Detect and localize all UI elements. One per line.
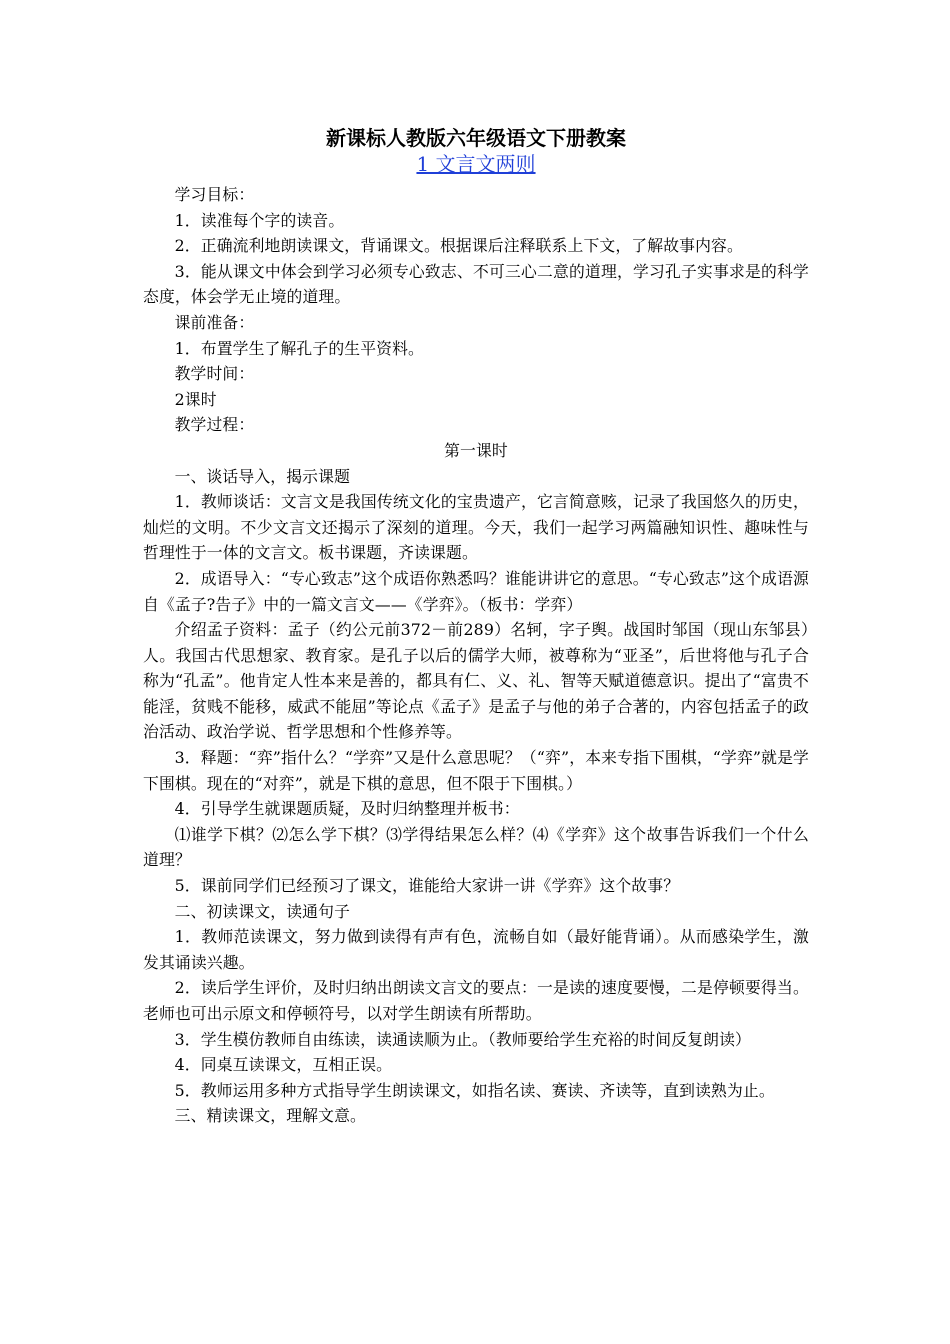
- paragraph: 介绍孟子资料：孟子（约公元前372－前289）名轲，字子舆。战国时邹国（现山东邹县）人。我国古代思想家、教育家。是孔子以后的儒学大师，被尊称为“亚圣”，后世将他与孔子合称为“孔孟”。他肯定人性本来是善的，都具有仁、义、礼、智等天赋道德意识。提出了“富贵不能淫，贫贱不能移，威武不能屈”等论点《孟子》是孟子与他的弟子合著的，内容包括孟子的政治活动、政治学说、哲学思想和个性修养等。: [143, 620, 809, 742]
- paragraph: 1．布置学生了解孔子的生平资料。: [174, 338, 424, 358]
- paragraph: 1．教师范读课文，努力做到读得有声有色，流畅自如（最好能背诵）。从而感染学生，激发其诵读兴趣。: [143, 927, 809, 972]
- paragraph: 1．教师谈话：文言文是我国传统文化的宝贵遗产，它言简意赅，记录了我国悠久的历史，灿烂的文明。不少文言文还揭示了深刻的道理。今天，我们一起学习两篇融知识性、趣味性与哲理性于一体的文言文。板书课题，齐读课题。: [143, 492, 809, 563]
- paragraph: 2．读后学生评价，及时归纳出朗读文言文的要点：一是读的速度要慢，二是停顿要得当。老师也可出示原文和停顿符号，以对学生朗读有所帮助。: [143, 978, 809, 1023]
- paragraph: 4．引导学生就课题质疑，及时归纳整理并板书：: [174, 799, 520, 819]
- paragraph: 2课时: [174, 389, 217, 409]
- paragraph: 3．释题：“弈”指什么？“学弈”又是什么意思呢？（“弈”，本来专指下围棋，“学弈”就是学下围棋。现在的“对弈”，就是下棋的意思，但不限于下围棋。）: [143, 748, 809, 793]
- paragraph: 一、谈话导入，揭示课题: [174, 466, 351, 486]
- paragraph: 课前准备：: [174, 312, 255, 332]
- document-title: 新课标人教版六年级语文下册教案: [326, 126, 626, 150]
- paragraph: 5．教师运用多种方式指导学生朗读课文，如指名读、赛读、齐读等，直到读熟为止。: [174, 1080, 775, 1100]
- document-body: [143, 182, 809, 1129]
- paragraph: 1．读准每个字的读音。: [174, 210, 345, 230]
- paragraph: 2．正确流利地朗读课文，背诵课文。根据课后注释联系上下文，了解故事内容。: [174, 236, 743, 256]
- lesson-title-link[interactable]: 1 文言文两则: [416, 152, 536, 176]
- document-subtitle: [143, 152, 809, 176]
- paragraph: 5．课前同学们已经预习了课文，谁能给大家讲一讲《学弈》这个故事？: [174, 876, 680, 896]
- section-heading: 第一课时: [444, 440, 508, 460]
- document-page: [143, 124, 809, 1129]
- paragraph: 二、初读课文，读通句子: [174, 901, 351, 921]
- paragraph: 学习目标：: [174, 185, 255, 204]
- paragraph: 4．同桌互读课文，互相正误。: [174, 1055, 393, 1075]
- paragraph: 教学过程：: [174, 415, 255, 435]
- paragraph: 2．成语导入：“专心致志”这个成语你熟悉吗？谁能讲讲它的意思。“专心致志”这个成语源自《孟子?告子》中的一篇文言文——《学弈》。（板书：学弈）: [143, 568, 809, 614]
- paragraph: 三、精读课文，理解文意。: [174, 1106, 366, 1126]
- paragraph: 3．能从课文中体会到学习必须专心致志、不可三心二意的道理，学习孔子实事求是的科学态度，体会学无止境的道理。: [143, 261, 809, 307]
- paragraph: 教学时间：: [174, 364, 255, 384]
- paragraph: 3．学生模仿教师自由练读，读通读顺为止。（教师要给学生充裕的时间反复朗读）: [174, 1029, 751, 1049]
- paragraph: ⑴谁学下棋？⑵怎么学下棋？⑶学得结果怎么样？⑷《学弈》这个故事告诉我们一个什么道理？: [143, 824, 809, 870]
